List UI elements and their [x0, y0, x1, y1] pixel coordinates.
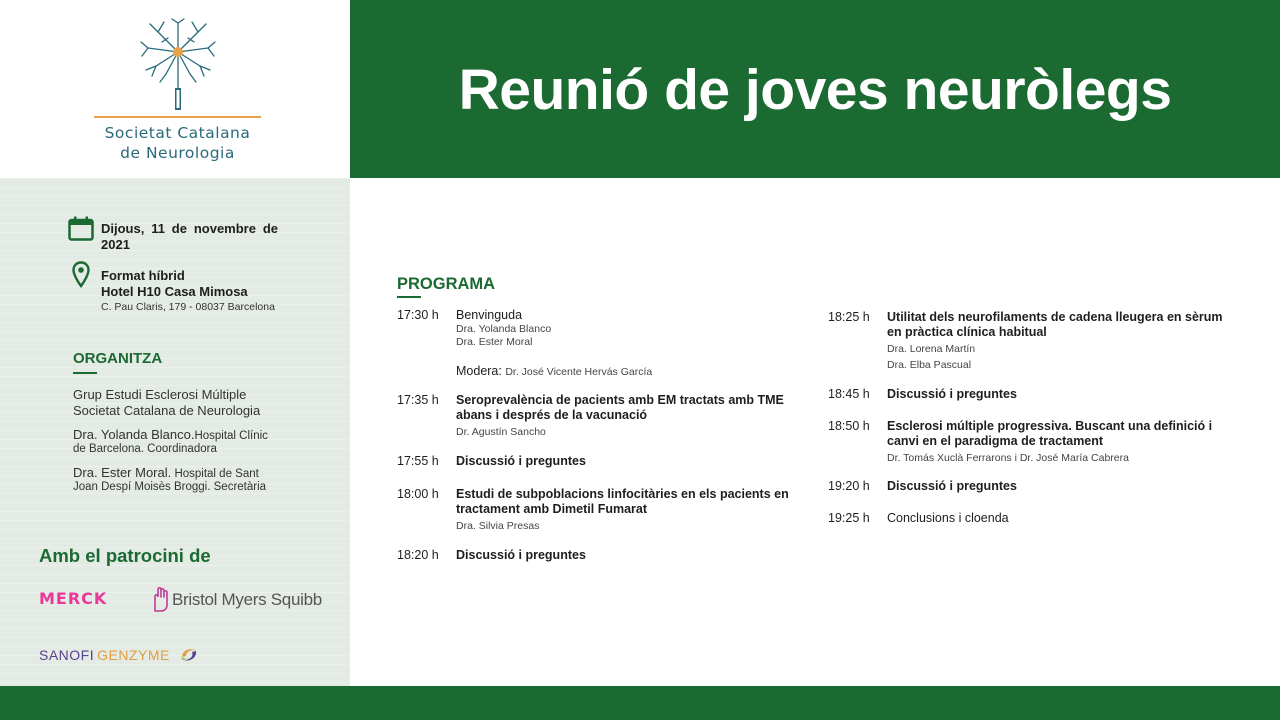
coordinator-role: de Barcelona. Coordinadora [73, 443, 217, 455]
entry-title: Esclerosi múltiple progressiva. Buscant una definició i canvi en el paradigma de tractament [887, 419, 1213, 448]
entry-title: Discussió i preguntes [456, 548, 586, 562]
sanofi-name: SANOFI [39, 647, 95, 663]
coordinator-affiliation: Hospital Clínic [194, 430, 268, 442]
organizer-society: Societat Catalana de Neurologia [73, 403, 261, 418]
entry-time: 18:50 h [828, 419, 870, 433]
entry-time: 19:25 h [828, 511, 870, 525]
organizers-heading: ORGANITZA [73, 350, 163, 367]
moderator-name: Dr. José Vicente Hervás García [505, 366, 653, 378]
footer-band [0, 686, 1280, 720]
logo-divider [94, 116, 261, 118]
secretary-role: Joan Despí Moisès Broggi. Secretària [73, 481, 267, 493]
hand-icon [152, 587, 170, 613]
heading-underline [73, 372, 97, 374]
swirl-icon [179, 644, 199, 664]
entry-time: 18:25 h [828, 310, 870, 324]
event-address: C. Pau Claris, 179 - 08037 Barcelona [101, 301, 275, 313]
genzyme-name: GENZYME [97, 647, 170, 663]
organizer-group: Grup Estudi Esclerosi Múltiple [73, 387, 247, 402]
merck-logo: MERCK [39, 589, 108, 608]
society-logo [0, 0, 350, 178]
entry-moderator [456, 364, 796, 379]
calendar-icon [68, 216, 94, 241]
event-date: Dijous, 11 de novembre de 2021 [101, 221, 278, 252]
page-title: Reunió de joves neuròlegs [458, 58, 1172, 122]
entry-title: Benvinguda [456, 308, 523, 322]
entry-title: Seroprevalència de pacients amb EM tractats amb TME abans i després de la vacunació [456, 393, 784, 422]
event-venue: Hotel H10 Casa Mimosa [101, 284, 248, 299]
entry-speaker: Dr. Agustín Sancho [456, 426, 546, 438]
entry-title: Estudi de subpoblacions linfocitàries en els pacients en tractament amb Dimetil Fumarat [456, 487, 789, 516]
entry-title: Conclusions i cloenda [887, 511, 1009, 525]
entry-speaker: Dr. Tomás Xuclà Ferrarons i Dr. José María Cabrera [887, 452, 1129, 464]
sponsors-heading: Amb el patrocini de [39, 545, 211, 566]
secretary-name: Dra. Ester Moral. [73, 465, 172, 480]
entry-time: 17:35 h [397, 393, 439, 407]
entry-speaker: Dra. Elba Pascual [887, 359, 972, 371]
moderator-label: Modera: [456, 364, 502, 378]
entry-time: 19:20 h [828, 479, 870, 493]
bms-name: Bristol Myers Squibb [172, 590, 322, 609]
entry-title: Discussió i preguntes [887, 387, 1017, 401]
coordinator-name: Dra. Yolanda Blanco. [73, 427, 195, 442]
event-format: Format híbrid [101, 268, 185, 283]
heading-underline [397, 296, 421, 298]
info-sidebar [0, 178, 350, 686]
neuron-tree-icon [138, 18, 218, 116]
title-banner [350, 0, 1280, 178]
secretary-affiliation: Hospital de Sant [171, 468, 259, 480]
entry-title: Discussió i preguntes [887, 479, 1017, 493]
society-name: Societat Catalana de Neurologia [104, 124, 251, 162]
entry-time: 18:45 h [828, 387, 870, 401]
sanofi-genzyme-logo [39, 640, 199, 663]
location-pin-icon [72, 261, 90, 288]
entry-time: 17:55 h [397, 454, 439, 468]
entry-title: Discussió i preguntes [456, 454, 586, 468]
program-heading: PROGRAMA [397, 275, 496, 293]
entry-speaker: Dra. Yolanda Blanco [456, 323, 552, 335]
entry-speaker: Dra. Silvia Presas [456, 520, 540, 532]
entry-speaker: Dra. Ester Moral [456, 336, 533, 348]
entry-time: 18:20 h [397, 548, 439, 562]
entry-time: 18:00 h [397, 487, 439, 501]
entry-time: 17:30 h [397, 308, 439, 322]
entry-title: Utilitat dels neurofilaments de cadena lleugera en sèrum en pràctica clínica habitual [887, 310, 1223, 339]
entry-speaker: Dra. Lorena Martín [887, 343, 976, 355]
